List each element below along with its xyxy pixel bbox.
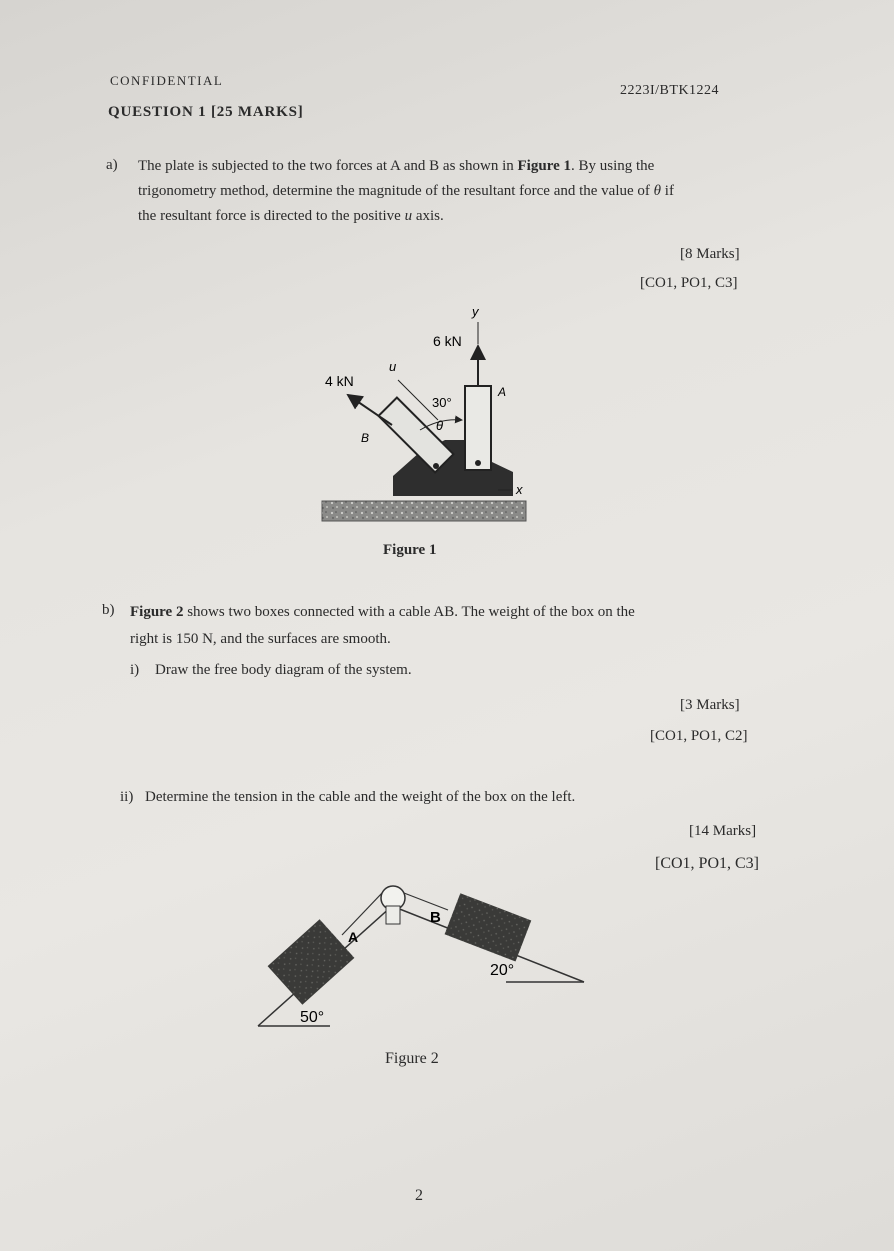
fig1-label-u: u <box>389 359 397 374</box>
sub-i-text: Draw the free body diagram of the system. <box>155 662 412 678</box>
bar-a <box>465 386 491 470</box>
part-a-line-1: The plate is subjected to the two forces at A and B as shown in Figure 1. By using the <box>138 158 655 174</box>
pulley-support <box>386 906 400 924</box>
figure-2-caption: Figure 2 <box>385 1050 439 1067</box>
pin-a <box>475 460 481 466</box>
box-b <box>445 893 532 961</box>
fig2-label-a: A <box>348 929 359 945</box>
sub-i-label: i) <box>130 662 140 678</box>
figure-1-caption: Figure 1 <box>383 542 437 558</box>
page-number: 2 <box>415 1187 423 1204</box>
sub-ii-marks: [14 Marks] <box>689 823 757 839</box>
figure-2-reference: Figure 2 <box>130 604 184 620</box>
part-b-line-1: Figure 2 shows two boxes connected with a cable AB. The weight of the box on the <box>130 604 635 620</box>
fig2-angle-left: 50° <box>300 1009 325 1026</box>
fig1-label-4kn: 4 kN <box>325 373 354 389</box>
part-b-label: b) <box>102 602 115 618</box>
sub-i-marks: [3 Marks] <box>680 697 740 713</box>
cable-right <box>404 893 448 910</box>
confidential-label: CONFIDENTIAL <box>110 73 224 88</box>
question-heading: QUESTION 1 [25 MARKS] <box>108 104 304 120</box>
sub-ii-outcomes: [CO1, PO1, C3] <box>655 855 760 872</box>
figure-2-diagram <box>240 880 600 1030</box>
fig2-label-b: B <box>430 909 441 926</box>
fig2-angle-right: 20° <box>490 962 515 979</box>
part-a-marks: [8 Marks] <box>680 246 740 262</box>
box-a <box>268 919 355 1004</box>
fig1-label-theta: θ <box>436 418 444 433</box>
fig1-label-30: 30° <box>432 395 452 410</box>
part-b-text <box>130 599 635 653</box>
fig1-label-y: y <box>472 304 479 319</box>
fig1-label-a: A <box>498 385 507 399</box>
fig1-label-b: B <box>361 431 370 445</box>
part-a-outcomes: [CO1, PO1, C3] <box>640 275 738 291</box>
sub-ii-text: Determine the tension in the cable and the weight of the box on the left. <box>145 789 576 805</box>
part-b-line-2: right is 150 N, and the surfaces are smooth. <box>130 631 391 647</box>
part-a-line-2: trigonometry method, determine the magnitude of the resultant force and the value of θ if <box>138 183 674 199</box>
pin-b <box>433 463 439 469</box>
part-a-text <box>138 154 674 229</box>
fig1-label-x: x <box>516 482 523 497</box>
figure-1-diagram <box>300 290 560 540</box>
part-a-line-3: the resultant force is directed to the positive u axis. <box>138 208 444 224</box>
sub-ii-label: ii) <box>120 789 134 805</box>
figure-1-reference: Figure 1 <box>517 158 571 174</box>
ground-base <box>322 501 526 521</box>
part-a-label: a) <box>106 157 118 173</box>
sub-i-outcomes: [CO1, PO1, C2] <box>650 728 748 744</box>
course-code: 2223I/BTK1224 <box>620 83 720 98</box>
fig1-label-6kn: 6 kN <box>433 333 462 349</box>
